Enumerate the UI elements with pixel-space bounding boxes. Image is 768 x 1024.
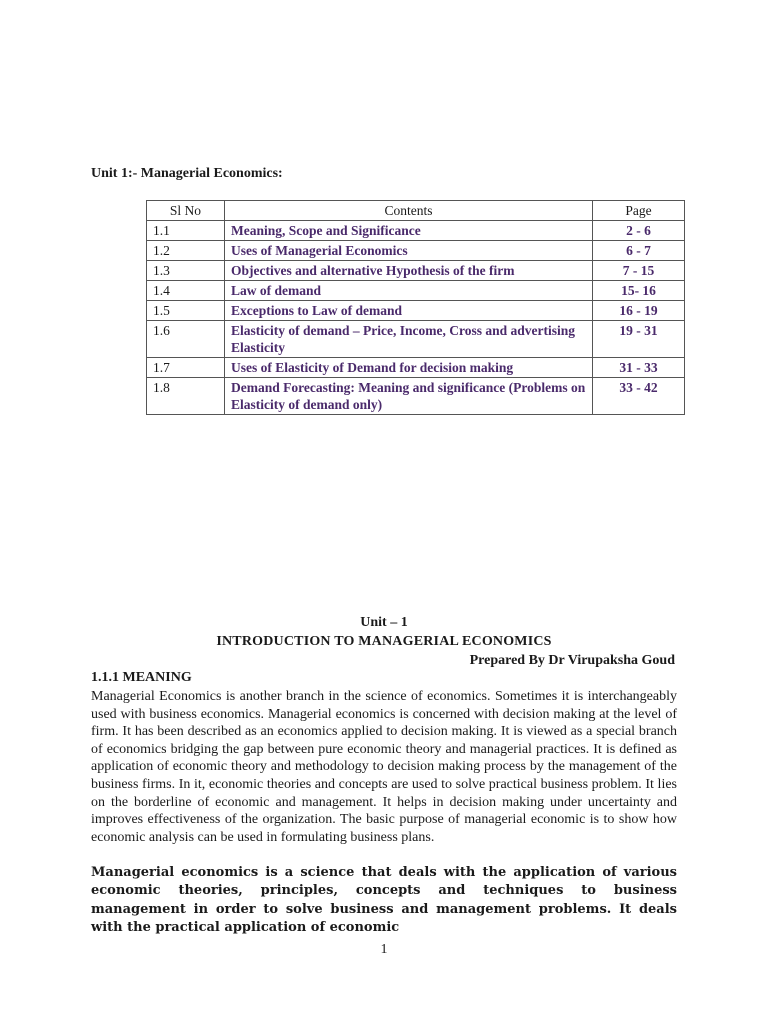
- row-content: Objectives and alternative Hypothesis of the firm: [225, 261, 593, 281]
- section-heading: 1.1.1 MEANING: [91, 670, 192, 685]
- row-page: 15- 16: [593, 281, 685, 301]
- row-sl-no: 1.7: [147, 358, 225, 378]
- header-contents: Contents: [225, 201, 593, 221]
- table-row: [147, 261, 685, 281]
- table-row: [147, 378, 685, 415]
- intro-title: INTRODUCTION TO MANAGERIAL ECONOMICS: [216, 634, 552, 649]
- bold-definition-paragraph: Managerial economics is a science that deals with the application of various economic theories, principles, concepts and techniques to business management in order to solve business and management problems. It deals with the practical application of economic: [91, 865, 677, 935]
- row-page: 33 - 42: [593, 378, 685, 415]
- row-content: Uses of Managerial Economics: [225, 241, 593, 261]
- table-row: [147, 358, 685, 378]
- table-row: [147, 281, 685, 301]
- row-page: 16 - 19: [593, 301, 685, 321]
- table-row: [147, 321, 685, 358]
- row-page: 19 - 31: [593, 321, 685, 358]
- row-page: 6 - 7: [593, 241, 685, 261]
- row-page: 2 - 6: [593, 221, 685, 241]
- row-sl-no: 1.4: [147, 281, 225, 301]
- body-paragraph: Managerial Economics is another branch in the science of economics. Sometimes it is interchangeably used with business economics. Managerial economics is concerned with decision making at the level of firm. It has been described as an economics applied to decision making. It is viewed as a special branch of economics bridging the gap between pure economic theory and managerial practices. It is defined as application of economic theory and methodology to decision making process by the management of the business firms. In it, economic theories and concepts are used to solve practical business problem. It lies on the borderline of economic and management. It helps in decision making under uncertainty and improves effectiveness of the organization. The basic purpose of managerial economic is to show how economic analysis can be used in formulating business plans.: [91, 689, 677, 845]
- row-sl-no: 1.5: [147, 301, 225, 321]
- row-page: 7 - 15: [593, 261, 685, 281]
- row-content: Meaning, Scope and Significance: [225, 221, 593, 241]
- table-row: [147, 241, 685, 261]
- row-sl-no: 1.6: [147, 321, 225, 358]
- row-content: Law of demand: [225, 281, 593, 301]
- table-row: [147, 301, 685, 321]
- row-sl-no: 1.2: [147, 241, 225, 261]
- row-sl-no: 1.3: [147, 261, 225, 281]
- header-page: Page: [593, 201, 685, 221]
- header-sl-no: Sl No: [147, 201, 225, 221]
- row-content: Uses of Elasticity of Demand for decision making: [225, 358, 593, 378]
- row-page: 31 - 33: [593, 358, 685, 378]
- row-sl-no: 1.1: [147, 221, 225, 241]
- contents-table: [146, 200, 685, 415]
- table-row: [147, 221, 685, 241]
- prepared-by: Prepared By Dr Virupaksha Goud: [469, 653, 675, 668]
- row-content: Elasticity of demand – Price, Income, Cross and advertising Elasticity: [225, 321, 593, 358]
- unit-title: Unit – 1: [360, 615, 408, 630]
- unit-heading: Unit 1:- Managerial Economics:: [91, 166, 283, 181]
- row-content: Demand Forecasting: Meaning and significance (Problems on Elasticity of demand only): [225, 378, 593, 415]
- page-number: 1: [380, 942, 388, 957]
- table-header-row: [147, 201, 685, 221]
- row-content: Exceptions to Law of demand: [225, 301, 593, 321]
- row-sl-no: 1.8: [147, 378, 225, 415]
